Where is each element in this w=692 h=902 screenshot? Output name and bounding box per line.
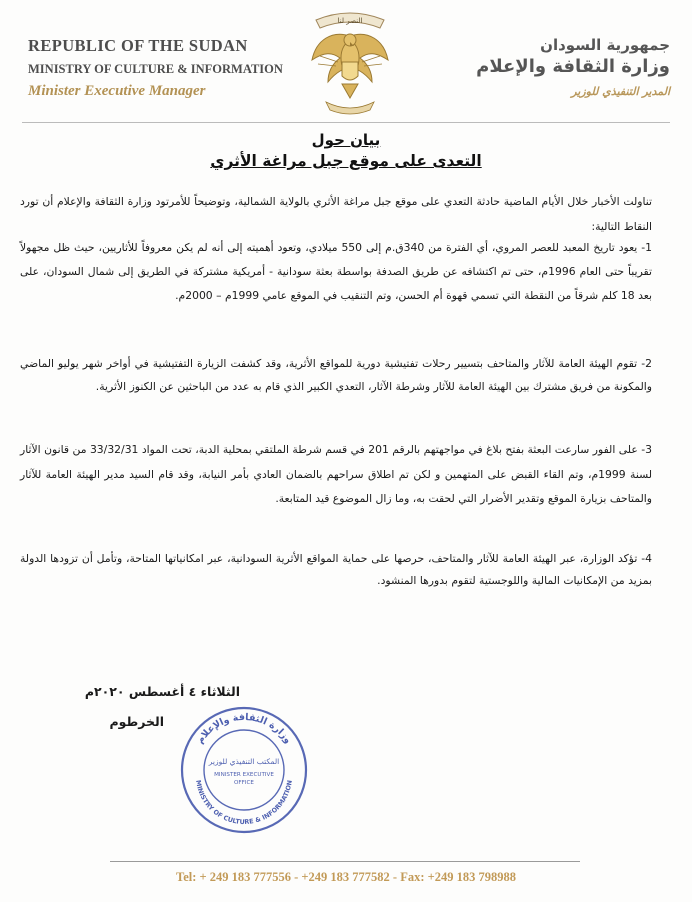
header-divider [22, 122, 670, 123]
footer-divider [110, 861, 580, 862]
ministry-stamp-icon [178, 704, 310, 836]
intro-paragraph: تناولت الأخبار خلال الأيام الماضية حادثة التعدي على موقع جبل مراغة الأثري بالولاية الشمالية، وتوضيحاً للأمرتود وزارة الثقافة والإعلام أن تورد النقاط التالية: [20, 195, 652, 233]
point-1-paragraph: 1- يعود تاريخ المعبد للعصر المروي، أي الفترة من 340ق.م إلى 550 ميلادي، وتعود أهميته إلى أنه لم يكن معروفاً للأثاريين، حيث ظل مجهولاً تقريباً حتى العام 1996م، حتى تم اكتشافه عن طريق الصدفة بواسطة بعثة سودانية - أمريكية مشتركة في الطريق إلى شمال السودان، على بعد 18 كلم شرقاً من النقطة التي تسمي قهوة أم الحسن، وتم التنقيب في الموقع عامي 1999م – 2000م. [20, 241, 652, 302]
stamp-center-english-2: OFFICE [234, 780, 254, 786]
letterhead-office-en: Minister Executive Manager [28, 83, 206, 99]
point-3-paragraph: 3- على الفور سارعت البعثة بفتح بلاغ في مواجهتهم بالرقم 201 في قسم شرطة الملتقي بمحلية الدبة، تحت المواد 33/32/31 من قانون الآثار لسنة 1999م، وتم القاء القبض على المتهمين و لكن تم اطلاق سراحهم بالضمان العادي بأمر النيابة، وقد قام السيد مدير الهيئة العامة للآثار والمتاحف بزيارة الموقع وتقدير الأضرار التي لحقت به، وما زال الموضوع قيد المتابعة. [20, 443, 652, 505]
emblem-motto: النصر لنا [337, 17, 363, 25]
svg-text:MINISTRY OF CULTURE & INFORMAT [194, 779, 294, 826]
footer-contact: Tel: + 249 183 777556 - +249 183 777582 - Fax: +249 183 798988 [176, 870, 516, 884]
sudan-emblem-icon [302, 6, 398, 118]
stamp-center-arabic: المكتب التنفيذي للوزير [208, 757, 280, 766]
stamp-ring-arabic: وزارة الثقافة والإعلام [194, 711, 294, 746]
letterhead-english [28, 36, 288, 100]
point-2-paragraph: 2- تقوم الهيئة العامة للآثار والمتاحف بتسيير رحلات تفتيشية دورية للمواقع الأثرية، وقد كشفت الزيارة التفتيشية في أواخر شهر يوليو الماضي والمكونة من فريق مشترك بين الهيئة العامة للآثار وشرطة الآثار، التعدي الكبير الذي قام به عدد من الباحثين عن الكنوز الأثرية. [20, 357, 652, 393]
stamp-center-english-1: MINISTER EXECUTIVE [214, 772, 274, 778]
point-4-paragraph: 4- تؤكد الوزارة، عبر الهيئة العامة للآثار والمتاحف، حرصها على حماية المواقع الأثرية السودانية، عبر امكانياتها المتاحة، وتأمل أن تزودها الدولة بمزيد من الإمكانيات المالية واللوجستية لتقوم بدورها المنشود. [20, 552, 652, 587]
subject-title: التعدى على موقع جبل مراغة الأثري [210, 152, 482, 170]
letterhead-ministry-en: MINISTRY OF CULTURE & INFORMATION [28, 62, 283, 76]
letterhead-ministry-ar: وزارة الثقافة والإعلام [476, 56, 670, 77]
svg-text:وزارة الثقافة والإعلام [195, 712, 294, 746]
subject-line-1: بيان حول [311, 131, 381, 149]
issue-date: الثلاثاء ٤ أغسطس ٢٠٢٠م [84, 684, 240, 699]
letterhead-arabic [450, 36, 670, 98]
stamp-ring-english: MINISTRY OF CULTURE & INFORMATION [194, 779, 294, 827]
letterhead-country-en: REPUBLIC OF THE SUDAN [28, 36, 248, 55]
letterhead-country-ar: جمهورية السودان [540, 36, 670, 54]
letterhead-office-ar: المدير التنفيذي للوزير [571, 85, 670, 98]
issue-place: الخرطوم [109, 714, 164, 729]
